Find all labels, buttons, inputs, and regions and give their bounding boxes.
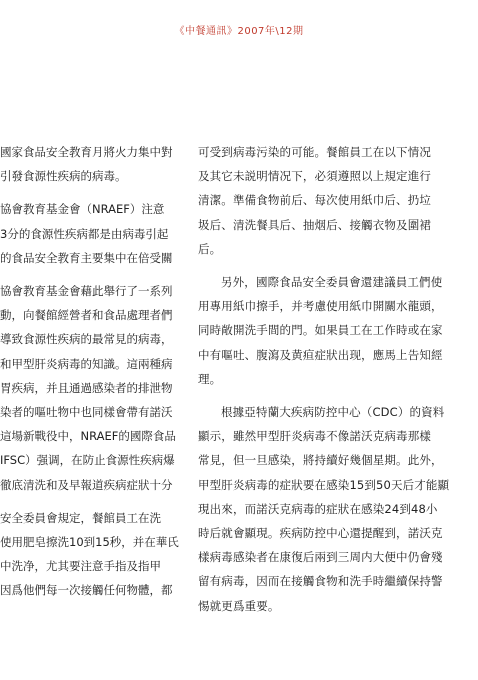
right-text-column <box>198 140 452 627</box>
left-text-column <box>0 140 182 612</box>
text-line: 3分的食源性疾病都是由病毒引起 <box>0 226 169 241</box>
text-line: 安全委員會規定，餐館員工在洗 <box>0 510 161 525</box>
text-line: 中洗净，尤其要注意手指及指甲 <box>0 559 161 574</box>
text-line: 同時敞開洗手間的門。如果員工在工作時或在家 <box>198 323 443 338</box>
text-line: 惕就更爲重要。 <box>198 598 280 613</box>
text-line: 國家食品安全教育月將火力集中對 <box>0 145 173 159</box>
text-line: 時后就會顯現。疾病防控中心還提醒到，諾沃克 <box>198 526 443 541</box>
text-line: 徹底清洗和及早報道疾病症狀十分 <box>0 477 173 492</box>
text-line: 導致食源性疾病的最常見的病毒， <box>0 332 173 347</box>
text-line: 和甲型肝炎病毒的知識。這兩種病 <box>0 356 173 371</box>
paragraph <box>0 506 182 603</box>
text-line: 用專用紙巾擦手，并考慮使用紙巾開關水龍頭， <box>198 299 443 314</box>
text-line: 染者的嘔吐物中也同樣會帶有諾沃 <box>0 405 173 420</box>
paragraph <box>0 279 182 497</box>
text-line: 這場新戰役中，NRAEF的國際食品 <box>0 429 176 444</box>
text-line: 協會教育基金會藉此舉行了一系列 <box>0 284 173 299</box>
text-line: 理。 <box>198 371 222 386</box>
text-line: 動，向餐館經營者和食品處理者們 <box>0 308 173 323</box>
paragraph <box>198 140 452 261</box>
text-line: 現出來，而諾沃克病毒的症狀在感染24到48小 <box>198 501 438 516</box>
text-line: 的食品安全教育主要集中在倍受關 <box>0 250 173 265</box>
text-line: 留有病毒，因而在接觸食物和洗手時繼續保持警 <box>198 574 443 589</box>
text-line: 樣病毒感染者在康復后兩到三周内大便中仍會殘 <box>198 550 443 565</box>
paragraph <box>0 140 182 188</box>
text-line: 胃疾病，并且通過感染者的排泄物 <box>0 380 173 395</box>
text-line: 可受到病毒污染的可能。餐館員工在以下情况 <box>198 145 431 159</box>
paragraph <box>198 270 452 391</box>
text-line: 使用肥皂擦洗10到15秒，并在華氏 <box>0 535 179 550</box>
text-line: 中有嘔吐、腹瀉及黄疸症狀出现，應馬上告知經 <box>198 347 443 362</box>
text-line: 圾后、清洗餐具后、抽烟后、接觸衣物及圍裙 <box>198 217 431 232</box>
text-line: 甲型肝炎病毒的症狀要在感染15到50天后才能顯 <box>198 477 450 492</box>
paragraph <box>198 400 452 618</box>
text-line: IFSC）强调，在防止食源性疾病爆 <box>0 453 175 468</box>
text-line: 因爲他們每一次接觸任何物體，都 <box>0 583 173 598</box>
text-line: 顯示，雖然甲型肝炎病毒不像諾沃克病毒那樣 <box>198 429 431 444</box>
paragraph <box>0 197 182 270</box>
text-line: 協會教育基金會（NRAEF）注意 <box>0 202 165 217</box>
text-line: 及其它未説明情况下，必須遵照以上規定進行 <box>198 169 431 184</box>
text-line: 清潔。準備食物前后、每次使用紙巾后、扔垃 <box>198 193 431 208</box>
text-line: 常見，但一旦感染，將持續好幾個星期。此外， <box>198 453 443 468</box>
text-line: 另外，國際食品安全委員會還建議員工們使 <box>221 275 443 290</box>
text-line: 根據亞特蘭大疾病防控中心（CDC）的資料 <box>221 405 445 420</box>
text-line: 引發食源性疾病的病毒。 <box>0 169 127 184</box>
running-header: 《中餐通訊》2007年\12期 <box>174 26 304 37</box>
text-line: 后。 <box>198 241 222 256</box>
